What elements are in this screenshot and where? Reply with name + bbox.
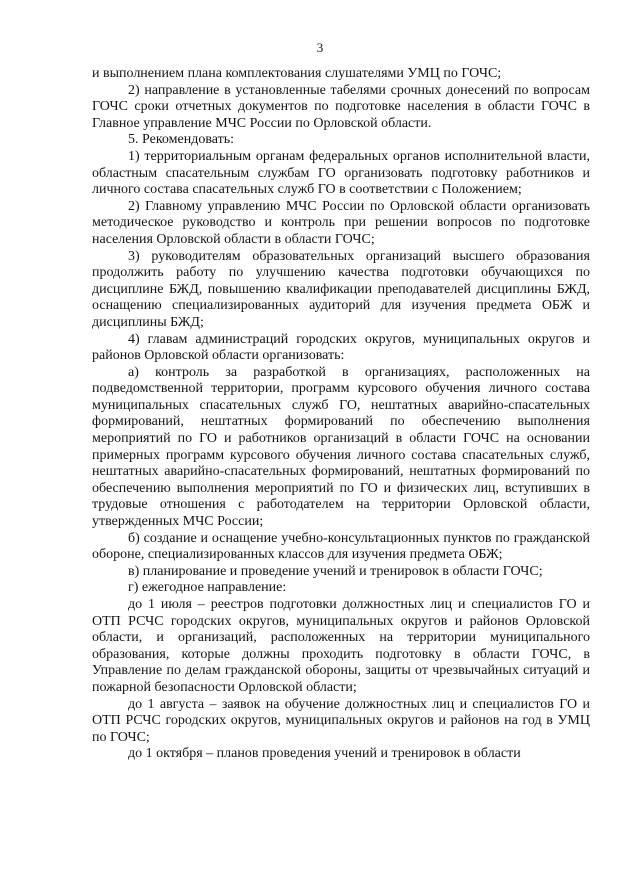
- paragraph-item-4-administrations: 4) главам администраций городских округов, муниципальных округов и районов Орловской области организовать:: [92, 331, 590, 364]
- paragraph-deadline-october: до 1 октября – планов проведения учений и тренировок в области: [128, 746, 521, 762]
- paragraph-subitem-b-consulting-points: б) создание и оснащение учебно-консультационных пунктов по гражданской обороне, специализированных классов для изучения предмета ОБЖ;: [92, 530, 590, 563]
- paragraph-item-1-federal-bodies: 1) территориальным органам федеральных органов исполнительной власти, областным спасательным службам ГО организовать подготовку работников и личного состава спасательных служб ГО в соответствии с Положением;: [92, 148, 590, 198]
- paragraph-item-3-higher-education: 3) руководителям образовательных организаций высшего образования продолжить работу по улучшению качества подготовки обучающихся по дисциплине БЖД, повышению квалификации преподавателей дисциплины БЖД, оснащению специализированных аудиторий для изучения предмета ОБЖ и дисциплины БЖД;: [92, 248, 590, 330]
- paragraph-item-2-main-directorate: 2) Главному управлению МЧС России по Орловской области организовать методическое руководство и контроль при решении вопросов по подготовке населения Орловской области в области ГОЧС;: [92, 198, 590, 247]
- page-number: 3: [316, 40, 324, 55]
- paragraph-continuation: и выполнением плана комплектования слушателями УМЦ по ГОЧС;: [92, 66, 502, 81]
- paragraph-subitem-g-annual: г) ежегодное направление:: [128, 580, 287, 596]
- paragraph-subitem-v-exercises: в) планирование и проведение учений и тренировок в области ГОЧС;: [128, 563, 543, 579]
- paragraph-item-2-reports: 2) направление в установленные табелями срочных донесений по вопросам ГОЧС сроки отчетных документов по подготовке населения в области ГОЧС в Главное управление МЧС России по Орловской области.: [92, 82, 590, 131]
- paragraph-deadline-august: до 1 августа – заявок на обучение должностных лиц и специалистов ГО и ОТП РСЧС городских округов, муниципальных округов и районов на год в УМЦ по ГОЧС;: [92, 696, 590, 745]
- paragraph-subitem-a-control: а) контроль за разработкой в организациях, расположенных на подведомственной территории, программ курсового обучения личного состава муниципальных спасательных служб ГО, нештатных аварийно-спасательных формирований, нештатных формирований по обеспечению выполнения мероприятий по ГО и работников организаций в области ГОЧС на основании примерных программ курсового обучения личного состава спасательных служб, нештатных аварийно-спасательных формирований, нештатных формирований по обеспечению выполнения мероприятий по ГО и физических лиц, вступивших в трудовые отношения с работодателем на территории Орловской области, утвержденных МЧС России;: [92, 364, 590, 530]
- document-body: [92, 66, 590, 763]
- paragraph-section-5-heading: 5. Рекомендовать:: [128, 132, 234, 148]
- paragraph-deadline-july: до 1 июля – реестров подготовки должностных лиц и специалистов ГО и ОТП РСЧС городских округов, муниципальных округов и районов Орловской области, и организаций, расположенных на территории муниципального образования, которые должны проходить подготовку в области ГОЧС, в Управление по делам гражданской обороны, защиты от чрезвычайных ситуаций и пожарной безопасности Орловской области;: [92, 597, 590, 695]
